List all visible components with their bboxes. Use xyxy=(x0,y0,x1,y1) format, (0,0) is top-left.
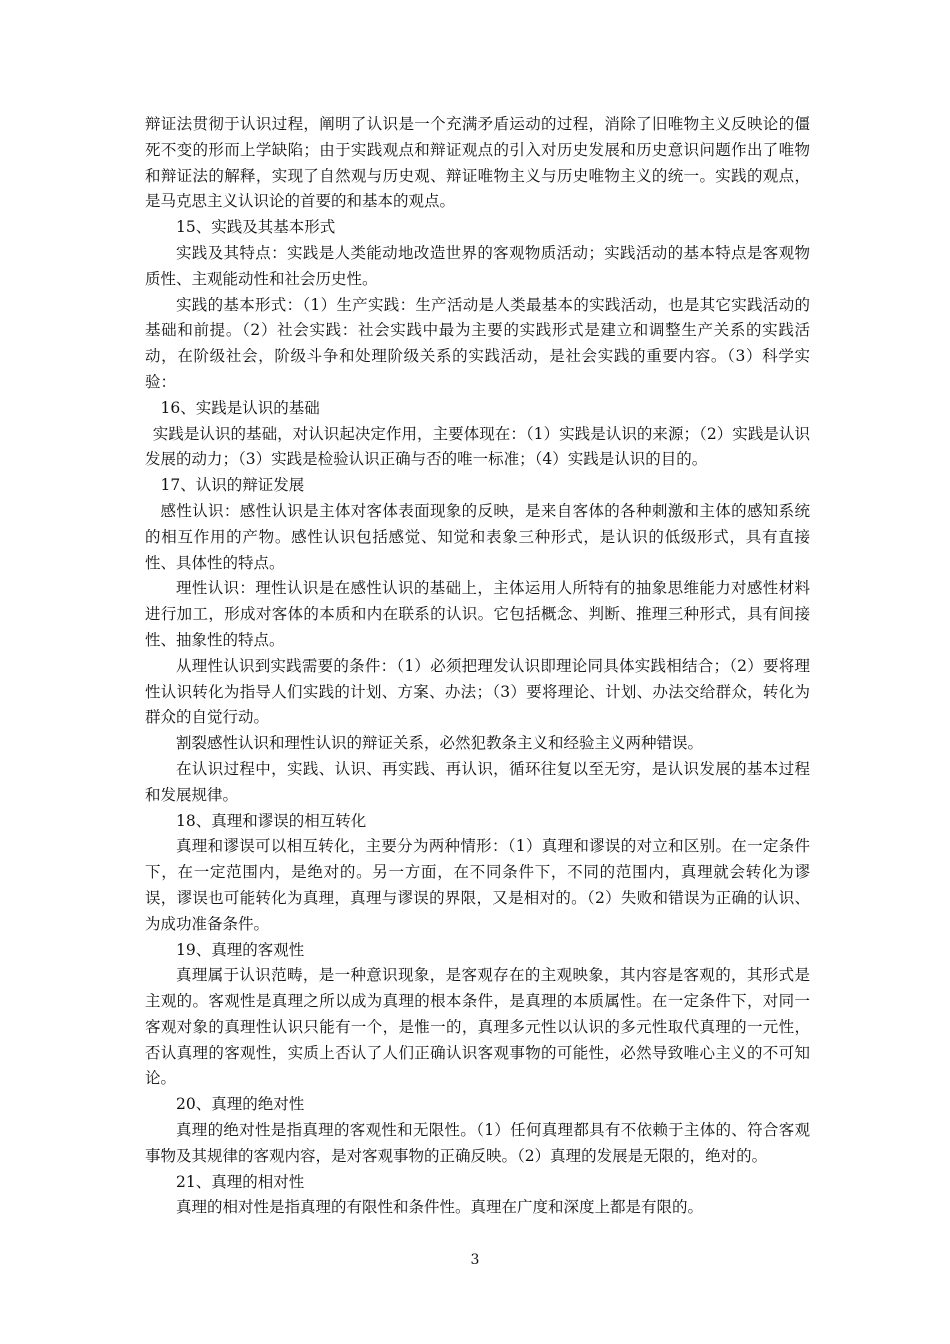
section-heading-15: 15、实践及其基本形式 xyxy=(176,218,336,237)
page-body xyxy=(145,112,810,1221)
body-paragraph: 感性认识：感性认识是主体对客体表面现象的反映，是来自客体的各种刺激和主体的感知系统的相互作用的产物。感性认识包括感觉、知觉和表象三种形式，是认识的低级形式，具有直接性、具体性的特点。 xyxy=(145,501,810,572)
body-paragraph: 真理属于认识范畴，是一种意识现象，是客观存在的主观映象，其内容是客观的，其形式是主观的。客观性是真理之所以成为真理的根本条件，是真理的本质属性。在一定条件下，对同一客观对象的真理性认识只能有一个，是惟一的，真理多元性以认识的多元性取代真理的一元性，否认真理的客观性，实质上否认了人们正确认识客观事物的可能性，必然导致唯心主义的不可知论。 xyxy=(145,966,810,1088)
section-heading-20: 20、真理的绝对性 xyxy=(176,1095,305,1114)
section-heading-21: 21、真理的相对性 xyxy=(176,1172,305,1191)
section-heading-19: 19、真理的客观性 xyxy=(176,940,305,959)
body-paragraph: 理性认识：理性认识是在感性认识的基础上，主体运用人所特有的抽象思维能力对感性材料进行加工，形成对客体的本质和内在联系的认识。它包括概念、判断、推理三种形式，具有间接性、抽象性的特点。 xyxy=(145,579,810,649)
section-heading-17: 17、认识的辩证发展 xyxy=(160,476,305,495)
body-paragraph: 实践及其特点：实践是人类能动地改造世界的客观物质活动；实践活动的基本特点是客观物质性、主观能动性和社会历史性。 xyxy=(145,243,810,288)
body-paragraph: 从理性认识到实践需要的条件：（1）必须把理发认识即理论同具体实践相结合；（2）要将理性认识转化为指导人们实践的计划、方案、办法；（3）要将理论、计划、办法交给群众，转化为群众的自觉行动。 xyxy=(145,656,810,727)
body-paragraph: 真理的相对性是指真理的有限性和条件性。真理在广度和深度上都是有限的。 xyxy=(176,1198,704,1217)
body-paragraph: 实践的基本形式：（1）生产实践：生产活动是人类最基本的实践活动，也是其它实践活动的基础和前提。（2）社会实践：社会实践中最为主要的实践形式是建立和调整生产关系的实践活动，在阶级社会，阶级斗争和处理阶级关系的实践活动，是社会实践的重要内容。（3）科学实验： xyxy=(145,295,810,391)
page-number: 3 xyxy=(470,1252,480,1268)
section-heading-18: 18、真理和谬误的相互转化 xyxy=(176,811,367,830)
body-paragraph: 真理和谬误可以相互转化，主要分为两种情形：（1）真理和谬误的对立和区别。在一定条件下，在一定范围内，是绝对的。另一方面，在不同条件下，不同的范围内，真理就会转化为谬误，谬误也可能转化为真理，真理与谬误的界限，又是相对的。（2）失败和错误为正确的认识、为成功准备条件。 xyxy=(145,837,810,933)
section-heading-16: 16、实践是认识的基础 xyxy=(160,398,320,417)
body-paragraph: 在认识过程中，实践、认识、再实践、再认识，循环往复以至无穷，是认识发展的基本过程和发展规律。 xyxy=(145,759,810,804)
body-paragraph: 割裂感性认识和理性认识的辩证关系，必然犯教条主义和经验主义两种错误。 xyxy=(176,734,704,753)
body-paragraph: 辩证法贯彻于认识过程，阐明了认识是一个充满矛盾运动的过程，消除了旧唯物主义反映论的僵死不变的形而上学缺陷；由于实践观点和辩证观点的引入对历史发展和历史意识问题作出了唯物和辩证法的解释，实现了自然观与历史观、辩证唯物主义与历史唯物主义的统一。实践的观点，是马克思主义认识论的首要的和基本的观点。 xyxy=(145,115,810,211)
body-paragraph: 真理的绝对性是指真理的客观性和无限性。（1）任何真理都具有不依赖于主体的、符合客观事物及其规律的客观内容，是对客观事物的正确反映。（2）真理的发展是无限的，绝对的。 xyxy=(145,1121,810,1165)
body-paragraph: 实践是认识的基础，对认识起决定作用，主要体现在：（1）实践是认识的来源；（2）实践是认识发展的动力；（3）实践是检验认识正确与否的唯一标准；（4）实践是认识的目的。 xyxy=(145,424,810,469)
